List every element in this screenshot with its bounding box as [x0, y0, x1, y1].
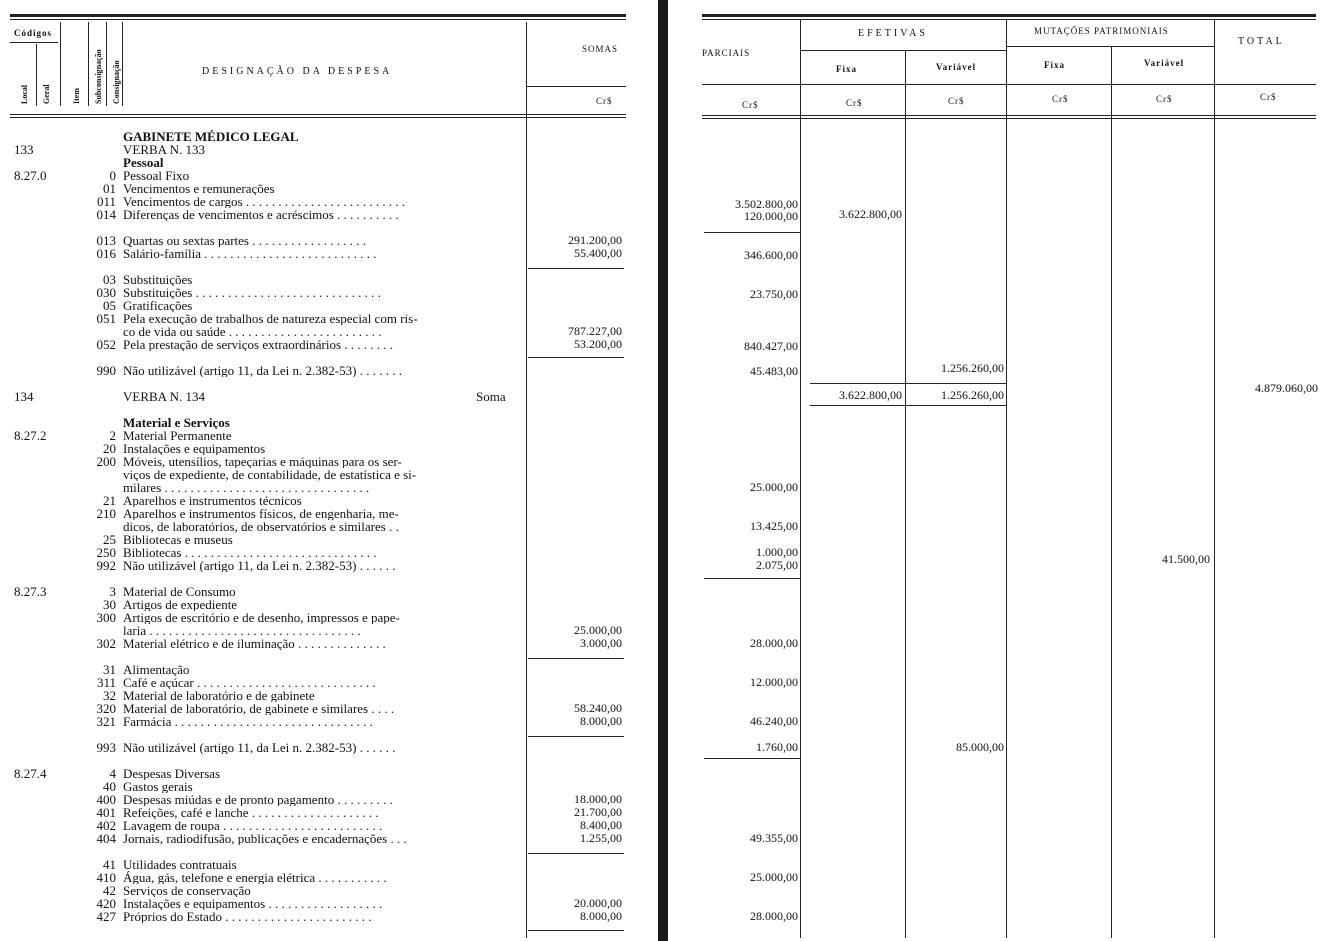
expense-description: Não utilizável (artigo 11, da Lei n. 2.382-53) . . . . . .	[123, 559, 396, 572]
amount-parciais: 120.000,00	[744, 209, 798, 223]
code-item: 03	[103, 272, 116, 287]
expense-description: Pessoal Fixo	[123, 169, 190, 182]
code-item: 311	[96, 675, 116, 690]
expense-description: Jornais, radiodifusão, publicações e encadernações . . .	[123, 832, 407, 845]
somas-value: 8.000,00	[580, 714, 622, 728]
expense-description: Próprios do Estado . . . . . . . . . . . . . . . . . . . . . . .	[123, 910, 372, 923]
sum-rule	[528, 853, 624, 854]
amount-parciais: 3.502.800,00	[735, 197, 798, 211]
amount-parciais: 28.000,00	[750, 636, 798, 650]
code-item: 320	[96, 701, 116, 716]
col-divider	[60, 22, 61, 106]
code-item: 31	[103, 662, 116, 677]
expense-description: Vencimentos de cargos . . . . . . . . . . . . . . . . . . . . . . . . .	[123, 195, 406, 208]
code-item: 013	[96, 233, 116, 248]
code-item: 402	[96, 818, 116, 833]
header-fixa-mut: Fixa	[1044, 60, 1065, 70]
code-item: 990	[96, 363, 116, 378]
header-efetivas: EFETIVAS	[858, 28, 928, 39]
somas-value: 18.000,00	[574, 792, 622, 806]
expense-description: Diferenças de vencimentos e acréscimos . . . . . . . . . .	[123, 208, 399, 221]
header-consignacao: Consignação	[112, 60, 121, 104]
code-item: 321	[96, 714, 116, 729]
amount-total: 4.879.060,00	[1255, 381, 1318, 395]
codigos-rule	[10, 42, 58, 43]
code-local: 8.27.4	[14, 766, 47, 781]
amount-mut-variavel: 41.500,00	[1162, 552, 1210, 566]
amount-parciais: 2.075,00	[756, 558, 798, 572]
code-local: 8.27.3	[14, 584, 47, 599]
code-item: 32	[103, 688, 116, 703]
expense-description: Material de Consumo	[123, 585, 236, 598]
expense-description: Material Permanente	[123, 429, 232, 442]
expense-description: Alimentação	[123, 663, 190, 676]
somas-value: 8.000,00	[580, 909, 622, 923]
code-item: 01	[103, 181, 116, 196]
somas-value: 1.255,00	[580, 831, 622, 845]
currency-total: Cr$	[1260, 92, 1277, 102]
header-local: Local	[20, 84, 29, 104]
amount-parciais: 346.600,00	[744, 248, 798, 262]
amount-parciais: 1.760,00	[756, 740, 798, 754]
amount-parciais: 1.000,00	[756, 545, 798, 559]
code-item: 302	[96, 636, 116, 651]
sum-rule	[528, 268, 624, 269]
expense-description: VERBA N. 134	[123, 390, 205, 403]
header-bottom-rule	[702, 115, 1316, 116]
expense-description: Café e açúcar . . . . . . . . . . . . . . . . . . . . . . . . . . . .	[123, 676, 376, 689]
expense-description: co de vida ou saúde . . . . . . . . . . . . . . . . . . . . . . . .	[123, 325, 382, 338]
somas-value: 3.000,00	[580, 636, 622, 650]
header-parciais: PARCIAIS	[702, 48, 751, 58]
header-bottom-rule	[10, 114, 626, 115]
expense-description: dicos, de laboratórios, de observatórios e similares . .	[123, 520, 399, 533]
mutacoes-rule	[1006, 46, 1214, 47]
code-item: 05	[103, 298, 116, 313]
expense-description: Salário-família . . . . . . . . . . . . . . . . . . . . . . . . . . .	[123, 247, 377, 260]
code-item: 3	[109, 584, 116, 599]
col-divider	[122, 22, 123, 106]
code-item: 420	[96, 896, 116, 911]
amount-parciais: 12.000,00	[750, 675, 798, 689]
code-item: 4	[109, 766, 116, 781]
sum-rule	[704, 232, 800, 233]
expense-description: Instalações e equipamentos . . . . . . . . . . . . . . . . . .	[123, 897, 383, 910]
expense-description: Substituições	[123, 273, 193, 286]
expense-description: Pessoal	[123, 156, 164, 169]
sum-rule	[810, 405, 1006, 406]
amount-parciais: 13.425,00	[750, 519, 798, 533]
header-item: Item	[72, 88, 81, 104]
expense-description: Pela execução de trabalhos de natureza especial com ris-	[123, 312, 418, 325]
code-item: 052	[96, 337, 116, 352]
col-divider	[1111, 46, 1112, 938]
code-item: 21	[103, 493, 116, 508]
currency-parciais: Cr$	[742, 100, 759, 110]
amount-variavel: 1.256.260,00	[941, 388, 1004, 402]
expense-description: Farmácia . . . . . . . . . . . . . . . . . . . . . . . . . . . . . . .	[123, 715, 373, 728]
expense-description: viços de expediente, de contabilidade, de estatística e si-	[123, 468, 417, 481]
amount-parciais: 46.240,00	[750, 714, 798, 728]
sum-rule	[704, 758, 800, 759]
top-rule-thin	[10, 19, 626, 20]
somas-rule	[526, 86, 626, 87]
expense-description: Material de laboratório, de gabinete e similares . . . .	[123, 702, 395, 715]
expense-description: Serviços de conservação	[123, 884, 251, 897]
code-item: 0	[109, 168, 116, 183]
code-item: 014	[96, 207, 116, 222]
sum-rule	[528, 736, 624, 737]
header-bottom-rule-2	[10, 117, 626, 118]
expense-description: GABINETE MÉDICO LEGAL	[123, 130, 299, 143]
header-variavel: Variável	[936, 62, 977, 72]
somas-value: 21.700,00	[574, 805, 622, 819]
expense-description: Artigos de escritório e de desenho, impressos e pape-	[123, 611, 400, 624]
amount-variavel: 1.256.260,00	[941, 361, 1004, 375]
col-divider	[1006, 20, 1007, 938]
col-divider	[800, 20, 801, 938]
sum-rule	[528, 357, 624, 358]
header-mutacoes: MUTAÇÕES PATRIMONIAIS	[1034, 26, 1169, 36]
somas-value: 8.400,00	[580, 818, 622, 832]
code-item: 401	[96, 805, 116, 820]
currency-mut-variavel: Cr$	[1156, 94, 1173, 104]
header-somas: SOMAS	[582, 44, 619, 54]
code-local: 134	[14, 389, 34, 404]
code-item: 016	[96, 246, 116, 261]
code-local: 133	[14, 142, 34, 157]
amount-parciais: 49.355,00	[750, 831, 798, 845]
code-item: 25	[103, 532, 116, 547]
code-item: 42	[103, 883, 116, 898]
amount-parciais: 25.000,00	[750, 870, 798, 884]
header-subconsignacao: Subconsignação	[94, 49, 103, 104]
code-item: 410	[96, 870, 116, 885]
somas-value: 55.400,00	[574, 246, 622, 260]
top-rule	[702, 14, 1316, 17]
header-total: TOTAL	[1238, 36, 1285, 47]
top-rule-thin	[702, 19, 1316, 20]
expense-description: Substituições . . . . . . . . . . . . . . . . . . . . . . . . . . . . .	[123, 286, 381, 299]
expense-description: Não utilizável (artigo 11, da Lei n. 2.382-53) . . . . . . .	[123, 364, 402, 377]
expense-description: Aparelhos e instrumentos físicos, de engenharia, me-	[123, 507, 399, 520]
code-item: 210	[96, 506, 116, 521]
code-item: 404	[96, 831, 116, 846]
code-item: 41	[103, 857, 116, 872]
code-item: 300	[96, 610, 116, 625]
currency-mut-fixa: Cr$	[1052, 94, 1069, 104]
expense-description: Pela prestação de serviços extraordinários . . . . . . . .	[123, 338, 394, 351]
sum-rule	[528, 658, 624, 659]
code-local: 8.27.0	[14, 168, 47, 183]
expense-description: Refeições, café e lanche . . . . . . . . . . . . . . . . . . . .	[123, 806, 379, 819]
expense-description: Não utilizável (artigo 11, da Lei n. 2.382-53) . . . . . .	[123, 741, 396, 754]
expense-description: Despesas miúdas e de pronto pagamento . . . . . . . . .	[123, 793, 393, 806]
code-local: 8.27.2	[14, 428, 47, 443]
somas-value: 787.227,00	[568, 324, 622, 338]
sum-rule	[810, 383, 1006, 384]
code-item: 2	[109, 428, 116, 443]
amount-parciais: 45.483,00	[750, 364, 798, 378]
header-currency: Cr$	[596, 96, 613, 106]
amount-parciais: 840.427,00	[744, 339, 798, 353]
amount-parciais: 23.750,00	[750, 287, 798, 301]
currency-variavel: Cr$	[948, 96, 965, 106]
col-divider	[88, 22, 89, 106]
top-rule	[10, 14, 626, 17]
expense-description: Gratificações	[123, 299, 193, 312]
header-fixa: Fixa	[836, 64, 857, 74]
expense-description: Quartas ou sextas partes . . . . . . . . . . . . . . . . . .	[123, 234, 366, 247]
somas-value: 25.000,00	[574, 623, 622, 637]
expense-description: Gastos gerais	[123, 780, 193, 793]
code-item: 992	[96, 558, 116, 573]
header-bottom-rule-2	[702, 118, 1316, 119]
code-item: 051	[96, 311, 116, 326]
subheader-rule	[702, 84, 1316, 85]
expense-description: Material elétrico e de iluminação . . . . . . . . . . . . . .	[123, 637, 386, 650]
col-divider	[905, 50, 906, 938]
expense-description: Material e Serviços	[123, 416, 230, 429]
amount-fixa: 3.622.800,00	[839, 388, 902, 402]
amount-parciais: 25.000,00	[750, 480, 798, 494]
expense-description: Despesas Diversas	[123, 767, 221, 780]
expense-description: Utilidades contratuais	[123, 858, 237, 871]
expense-description: Artigos de expediente	[123, 598, 238, 611]
somas-value: 58.240,00	[574, 701, 622, 715]
code-item: 30	[103, 597, 116, 612]
expense-description: Instalações e equipamentos	[123, 442, 266, 455]
page-gutter	[658, 0, 668, 941]
expense-description: laria . . . . . . . . . . . . . . . . . . . . . . . . . . . . . . . . .	[123, 624, 361, 637]
efetivas-rule	[800, 50, 1006, 51]
expense-description: Lavagem de roupa . . . . . . . . . . . . . . . . . . . . . . . . .	[123, 819, 383, 832]
code-item: 250	[96, 545, 116, 560]
expense-description: Vencimentos e remunerações	[123, 182, 275, 195]
code-item: 993	[96, 740, 116, 755]
code-item: 400	[96, 792, 116, 807]
col-divider	[106, 22, 107, 106]
amount-variavel: 85.000,00	[956, 740, 1004, 754]
expense-description: Bibliotecas . . . . . . . . . . . . . . . . . . . . . . . . . . . . . .	[123, 546, 377, 559]
somas-value: 53.200,00	[574, 337, 622, 351]
soma-label: Soma	[476, 389, 506, 404]
code-item: 030	[96, 285, 116, 300]
somas-value: 20.000,00	[574, 896, 622, 910]
currency-fixa: Cr$	[846, 98, 863, 108]
amount-parciais: 28.000,00	[750, 909, 798, 923]
header-codigos: Códigos	[14, 28, 53, 38]
sum-rule	[704, 578, 800, 579]
header-designacao: DESIGNAÇÃO DA DESPESA	[202, 66, 393, 77]
expense-description: Aparelhos e instrumentos técnicos	[123, 494, 302, 507]
somas-divider	[526, 22, 527, 938]
expense-description: Água, gás, telefone e energia elétrica . . . . . . . . . . .	[123, 871, 387, 884]
header-geral: Geral	[42, 84, 51, 104]
code-item: 427	[96, 909, 116, 924]
col-divider	[36, 44, 37, 106]
expense-description: Móveis, utensílios, tapeçarias e máquinas para os ser-	[123, 455, 402, 468]
expense-description: VERBA N. 133	[123, 143, 205, 156]
code-item: 20	[103, 441, 116, 456]
expense-description: Material de laboratório e de gabinete	[123, 689, 315, 702]
somas-value: 291.200,00	[568, 233, 622, 247]
header-variavel-mut: Variável	[1144, 58, 1185, 68]
expense-description: Bibliotecas e museus	[123, 533, 233, 546]
code-item: 200	[96, 454, 116, 469]
code-item: 011	[96, 194, 116, 209]
amount-fixa: 3.622.800,00	[839, 207, 902, 221]
col-divider	[1214, 20, 1215, 938]
sum-rule	[528, 930, 624, 931]
code-item: 40	[103, 779, 116, 794]
expense-description: milares . . . . . . . . . . . . . . . . . . . . . . . . . . . . . . . .	[123, 481, 370, 494]
